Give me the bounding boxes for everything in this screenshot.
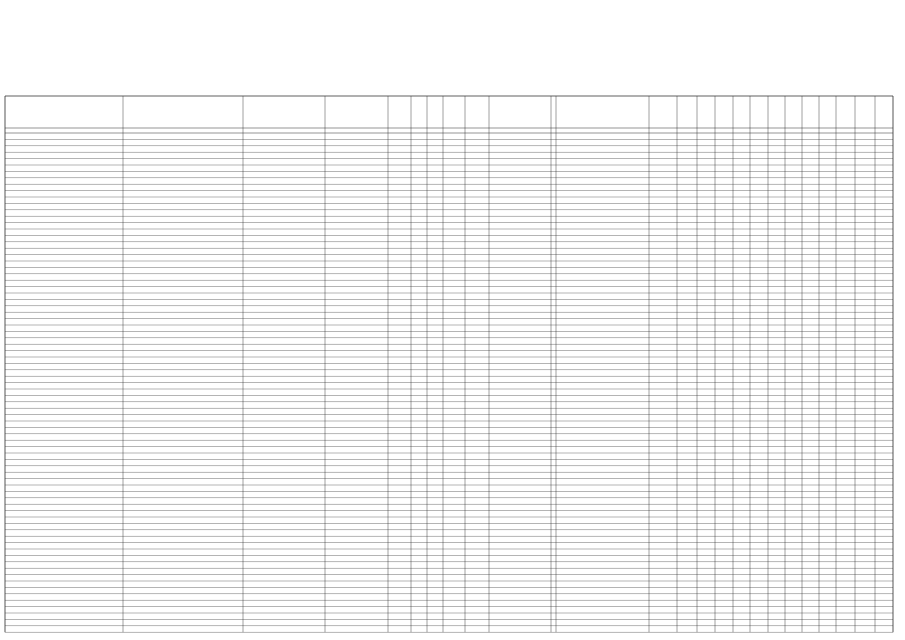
register-sheet <box>3 0 900 640</box>
register-table <box>3 0 900 640</box>
